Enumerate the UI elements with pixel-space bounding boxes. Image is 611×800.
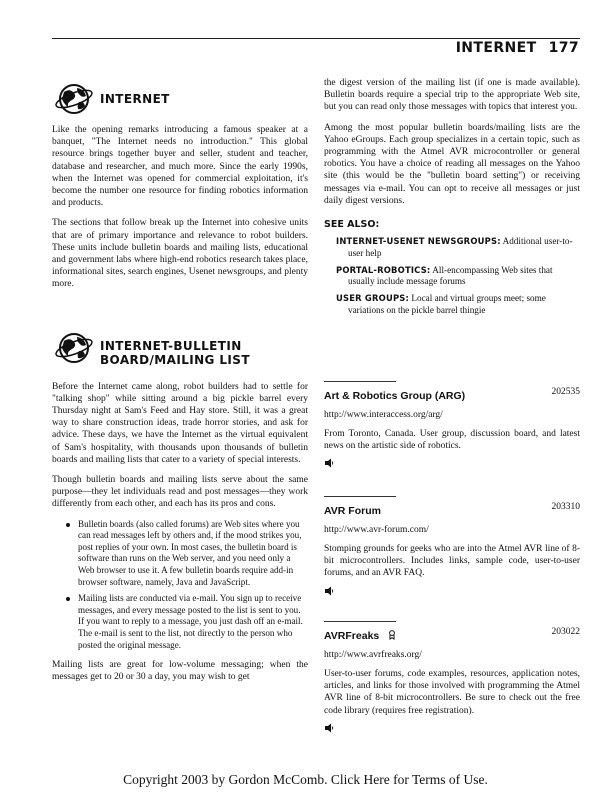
entry-divider	[324, 381, 396, 382]
entry-code: 203022	[551, 627, 580, 637]
header-rule	[52, 38, 580, 39]
see-also-key: INTERNET-USENET NEWSGROUPS:	[336, 236, 501, 247]
list-item	[66, 519, 308, 589]
entry-name: AVR Forum	[324, 505, 381, 517]
entry-description: From Toronto, Canada. User group, discussion board, and latest news on the artistic side of robotics.	[324, 429, 580, 452]
section-title	[100, 339, 250, 367]
see-also-key: PORTAL-ROBOTICS:	[336, 264, 431, 275]
left-column	[52, 76, 308, 692]
page-number: 177	[548, 40, 579, 56]
see-also-text: All-encompassing Web sites that usually include message forums	[348, 264, 553, 287]
paragraph: the digest version of the mailing list (if one is made available). Bulletin boards require a special trip to the appropriate Web site, but you can read only those messages with topics that interest you.	[324, 78, 580, 113]
entry-code: 202535	[551, 387, 580, 397]
entry-code: 203310	[551, 502, 580, 512]
running-head-title: INTERNET	[455, 40, 537, 56]
paragraph: Like the opening remarks introducing a famous speaker at a banquet, "The Internet needs no introduction." This global resource brings together buyer and seller, student and teacher, database and researcher, and much more. Since the early 1990s, when the Internet was opened for commercial exploitation, it's become the number one resource for finding robotics information and products.	[52, 125, 308, 209]
paragraph: Though bulletin boards and mailing lists serve about the same purpose—they let individuals read and post messages—they work differently from each other, and each has its pros and cons.	[52, 475, 308, 510]
entry-divider	[324, 496, 396, 497]
see-also-text: Local and virtual groups meet; some variations on the pickle barrel thingie	[348, 293, 546, 316]
award-icon	[388, 630, 396, 640]
entry-divider	[324, 621, 396, 622]
bullet-icon	[66, 597, 70, 601]
section-heading-bulletin-board	[52, 325, 308, 381]
speaker-icon	[324, 586, 334, 596]
copyright-footer-link[interactable]: Copyright 2003 by Gordon McComb. Click Here for Terms of Use.	[123, 772, 488, 787]
entry-name: AVRFreaks	[324, 630, 380, 642]
entry-description: Stomping grounds for geeks who are into the Atmel AVR line of 8-bit microcontrollers. Includes links, sample code, user-to-user forums, and an AVR FAQ.	[324, 544, 580, 579]
paragraph: Among the most popular bulletin boards/mailing lists are the Yahoo eGroups. Each group specializes in a certain topic, such as programming with the Atmel AVR microcontroller or general robotics. You have a choice of reading all messages on the Yahoo site (this would be the "bulletin board setting") or receiving messages via e-mail. You can opt to receive all messages or just daily digest versions.	[324, 122, 580, 206]
paragraph: Before the Internet came along, robot builders had to settle for "talking shop" while sitting around a big pickle barrel every Thursday night at Sam's Feed and Hay store. Still, it was a great way to share construction ideas, trade horror stories, and ask for advice. These days, we have the Internet as the virtual equivalent of Sam's hospitality, with thousands upon thousands of bulletin boards and mailing lists that cater to a variety of special interests.	[52, 381, 308, 465]
bullet-icon	[66, 523, 70, 527]
globe-icon	[54, 327, 94, 367]
directory-entry	[324, 381, 580, 468]
list-item	[66, 593, 308, 651]
entry-url-link[interactable]: http://www.interaccess.org/arg/	[324, 410, 443, 420]
entry-name-row	[324, 386, 580, 402]
list-item-text: Bulletin boards (also called forums) are Web sites where you can read messages left by others and, if the mood strikes you, post replies of your own. In most cases, the bulletin board is software than runs on the Web server, and you need only a Web browser to use it. A few bulletin boards require add-in browser software, namely, Java and JavaScript.	[78, 518, 302, 587]
entry-name-row	[324, 626, 580, 642]
see-also-item[interactable]	[322, 265, 580, 289]
see-also-heading: SEE ALSO:	[324, 219, 380, 231]
section-title-line2: BOARD/MAILING LIST	[100, 352, 250, 367]
speaker-icon	[324, 458, 334, 468]
speaker-icon	[324, 723, 334, 733]
section-title-line1: INTERNET-BULLETIN	[100, 338, 242, 353]
running-head	[456, 40, 579, 56]
directory-entry	[324, 496, 580, 596]
entry-name: Art & Robotics Group (ARG)	[324, 390, 466, 402]
see-also-text: Additional user-to-user help	[348, 236, 573, 258]
section-heading-internet	[52, 76, 308, 124]
bullet-list	[66, 519, 308, 652]
globe-icon	[54, 78, 94, 118]
see-also-key: USER GROUPS:	[336, 293, 410, 304]
right-column	[324, 77, 580, 322]
entry-url-link[interactable]: http://www.avrfreaks.org/	[324, 650, 422, 660]
see-also-item[interactable]	[322, 236, 580, 260]
paragraph: Mailing lists are great for low-volume messaging; when the messages get to 20 or 30 a day, you may wish to get	[52, 660, 308, 683]
entry-url-link[interactable]: http://www.avr-forum.com/	[324, 525, 429, 535]
entry-name-row	[324, 501, 580, 517]
section-title: INTERNET	[100, 92, 170, 106]
directory-entry	[324, 621, 580, 733]
paragraph: The sections that follow break up the Internet into cohesive units that are of primary importance and relevance to robot builders. These units include bulletin boards and mailing lists, educational and government labs where high-end robotics research takes place, informational sites, search engines, Usenet newsgroups, and plenty more.	[52, 218, 308, 290]
see-also-item[interactable]	[322, 293, 580, 317]
list-item-text: Mailing lists are conducted via e-mail. You sign up to receive messages, and every message posted to the list is sent to you. If you want to reply to a message, you just dash off an e-mail. The e-mail is sent to the list, not directly to the person who posted the original message.	[78, 593, 303, 650]
entry-description: User-to-user forums, code examples, resources, application notes, articles, and links for those involved with programming the Atmel AVR line of 8-bit microcontrollers. Be sure to check out the free code library (requires free registration).	[324, 669, 580, 716]
